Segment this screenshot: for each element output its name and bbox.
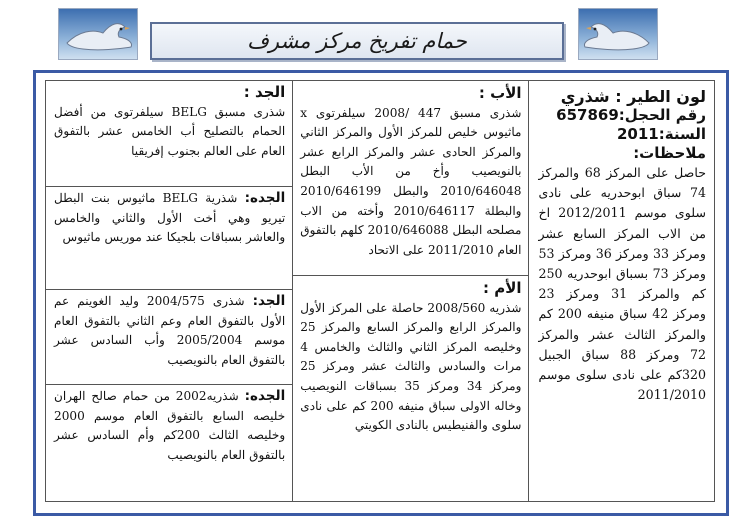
father-text: شذرى مسبق 447 /2008 سيلفرتوى x ماثيوس خليص للمركز الأول والمركز الثاني والمركز الحادى عشر والمركز الرابع عشر بالنويصيب وأخ من الأب البطل 2010/646048 والبطل 2010/646199 والبطلة 2010/646117 وأخته من الاب مصلحه البطل 2010/646088 كلهم بالتفوق العام 2011/2010 على الاتحاد — [300, 105, 522, 257]
bird-year-value: 2011 — [616, 125, 659, 143]
mother-text: شذريه 2008/560 حاصلة على المركز الأول والمركز الرابع والمركز السابع والمركز 25 وخليصه المركز الثاني والثالث والخامس 4 مرات والسادس والثالث عشر ومركز 25 ومركز 34 ومركز 35 بسباقات النويصيب وخاله الاولى سباق منيفه 200 كم على نادى سلوى والفنيطيس بالنادى الكويتي — [300, 300, 522, 433]
grandfather-heading: الجد: — [252, 293, 286, 309]
maternal-grandmother-cell — [46, 385, 292, 501]
pigeon-photo-right — [578, 8, 658, 60]
bird-year-row — [539, 125, 706, 144]
pigeon-icon — [579, 9, 657, 59]
bird-ring-row — [539, 106, 706, 125]
pigeon-icon — [59, 9, 137, 59]
grandfather-heading: الجد : — [243, 83, 286, 101]
bird-ring-value: 657869 — [556, 106, 619, 124]
bird-color-label: لون الطير : — [615, 87, 706, 106]
bird-info-column — [528, 81, 714, 501]
page-title-text: حمام تفريخ مركز مشرف — [247, 29, 467, 53]
parents-column — [292, 81, 527, 501]
father-heading: الأب : — [478, 84, 522, 102]
mother-heading: الأم : — [482, 279, 522, 297]
grandmother-heading: الجده: — [244, 190, 286, 206]
grandfather-text: شذرى 2004/575 وليد الغوينم عم الأول بالتفوق العام وعم الثاني بالتفوق العام موسم 2005/2004 وأب السادس عشر بالتفوق العام بالنويصيب — [54, 294, 286, 367]
maternal-grandfather-cell — [46, 290, 292, 385]
pigeon-photo-left — [58, 8, 138, 60]
bird-color-row — [539, 87, 706, 106]
bird-year-label: السنة: — [658, 125, 706, 143]
bird-notes-text: حاصل على المركز 68 والمركز 74 سباق ابوحدريه على نادى سلوى موسم 2012/2011 اخ من الاب المركز السابع عشر ومركز 33 ومركز 36 ومركز 53 ومركز 73 بسباق ابوحدريه 250 كم والمركز 31 ومركز 23 ومركز 42 سباق منيفه 200 كم والمركز الثالث عشر والمركز 72 ومركز 88 سباق الجبيل 320كم على نادى سلوى موسم 2011/2010 — [538, 165, 707, 403]
grandmother-text: شذريه2002 من حمام صالح الهران خليصه السابع بالتفوق العام موسم 2000 وخليصه الثالث 200كم وأم السادس عشر بالتفوق العام بالنويصيب — [54, 389, 286, 462]
grandmother-text: شذرية BELG ماثيوس بنت البطل تيريو وهي أخت الأول والثاني والخامس والعاشر بسباقات بلجيكا عند موريس ماثيوس — [54, 191, 286, 245]
paternal-grandmother-cell — [46, 187, 292, 290]
grandfather-text: شذرى مسبق BELG سيلفرتوى من أفضل الحمام بالتصليح أب الخامس عشر بالتفوق العام على العالم بجنوب إفريقيا — [54, 104, 286, 158]
bird-color-value: شذري — [560, 87, 610, 106]
bird-notes-label: ملاحظات: — [633, 144, 706, 162]
paternal-grandfather-cell — [46, 81, 292, 187]
father-cell — [293, 81, 527, 276]
pedigree-frame — [33, 70, 729, 516]
grandmother-heading: الجده: — [244, 388, 286, 404]
bird-ring-label: رقم الحجل: — [618, 106, 706, 124]
mother-cell — [293, 276, 527, 501]
grandparents-column — [46, 81, 292, 501]
pedigree-table — [45, 80, 715, 502]
page-title — [150, 22, 564, 60]
